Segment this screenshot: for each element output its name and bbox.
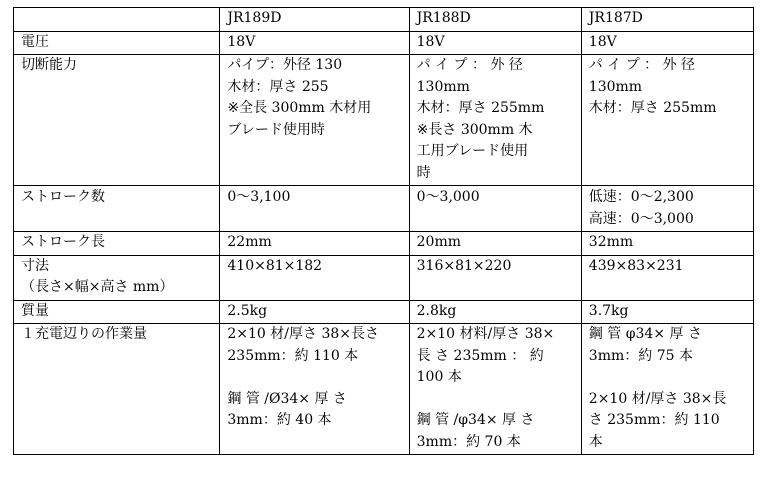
table-row-voltage <box>14 31 754 55</box>
cell-dimensions-jr187d: 439×83×231 <box>581 255 753 300</box>
row-label-cutting-capacity: 切断能力 <box>14 55 220 186</box>
row-label-voltage: 電圧 <box>14 31 220 55</box>
header-row <box>14 8 754 32</box>
cell-cutting-capacity-jr187d: パ イ プ ： 外 径 130mm 木材：厚さ 255mm <box>581 55 753 186</box>
cell-weight-jr187d: 3.7kg <box>581 300 753 324</box>
cell-stroke-rate-jr188d: 0～3,000 <box>409 186 581 232</box>
cell-dimensions-jr188d: 316×81×220 <box>409 255 581 300</box>
row-label-work-per-charge: １充電辺りの作業量 <box>14 324 220 455</box>
table-row-stroke-length <box>14 232 754 256</box>
cell-stroke-rate-jr187d: 低速：0～2,300 高速：0～3,000 <box>581 186 753 232</box>
header-blank-cell <box>14 8 220 32</box>
cell-dimensions-jr189d: 410×81×182 <box>220 255 409 300</box>
cell-stroke-rate-jr189d: 0～3,100 <box>220 186 409 232</box>
row-label-stroke-rate: ストローク数 <box>14 186 220 232</box>
table-row-dimensions <box>14 255 754 300</box>
cell-voltage-jr187d: 18V <box>581 31 753 55</box>
cell-voltage-jr189d: 18V <box>220 31 409 55</box>
model-header-jr187d: JR187D <box>581 8 753 32</box>
row-label-stroke-length: ストローク長 <box>14 232 220 256</box>
table-row-work-per-charge <box>14 324 754 455</box>
model-header-jr188d: JR188D <box>409 8 581 32</box>
cell-work-per-charge-jr189d: 2×10 材/厚さ 38×長さ 235mm：約 110 本 鋼 管 /Ø34× 厚 さ 3mm：約 40 本 <box>220 324 409 455</box>
model-header-jr189d: JR189D <box>220 8 409 32</box>
cell-weight-jr189d: 2.5kg <box>220 300 409 324</box>
table-row-weight <box>14 300 754 324</box>
cell-weight-jr188d: 2.8kg <box>409 300 581 324</box>
cell-stroke-length-jr188d: 20mm <box>409 232 581 256</box>
row-label-dimensions: 寸法 （長さ×幅×高さ mm） <box>14 255 220 300</box>
table-row-stroke-rate <box>14 186 754 232</box>
cell-cutting-capacity-jr189d: パイプ：外径 130 木材：厚さ 255 ※全長 300mm 木材用 ブレード使用時 <box>220 55 409 186</box>
spec-comparison-table <box>13 7 754 455</box>
cell-voltage-jr188d: 18V <box>409 31 581 55</box>
cell-stroke-length-jr189d: 22mm <box>220 232 409 256</box>
cell-work-per-charge-jr187d: 鋼 管 φ34× 厚 さ 3mm：約 75 本 2×10 材/厚さ 38×長 さ 235mm：約 110 本 <box>581 324 753 455</box>
cell-cutting-capacity-jr188d: パ イ プ ： 外 径 130mm 木材：厚さ 255mm ※長さ 300mm 木 工用ブレード使用 時 <box>409 55 581 186</box>
cell-stroke-length-jr187d: 32mm <box>581 232 753 256</box>
cell-work-per-charge-jr188d: 2×10 材料/厚さ 38× 長 さ 235mm ： 約 100 本 鋼 管 /φ34× 厚 さ 3mm：約 70 本 <box>409 324 581 455</box>
table-row-cutting-capacity <box>14 55 754 186</box>
row-label-weight: 質量 <box>14 300 220 324</box>
